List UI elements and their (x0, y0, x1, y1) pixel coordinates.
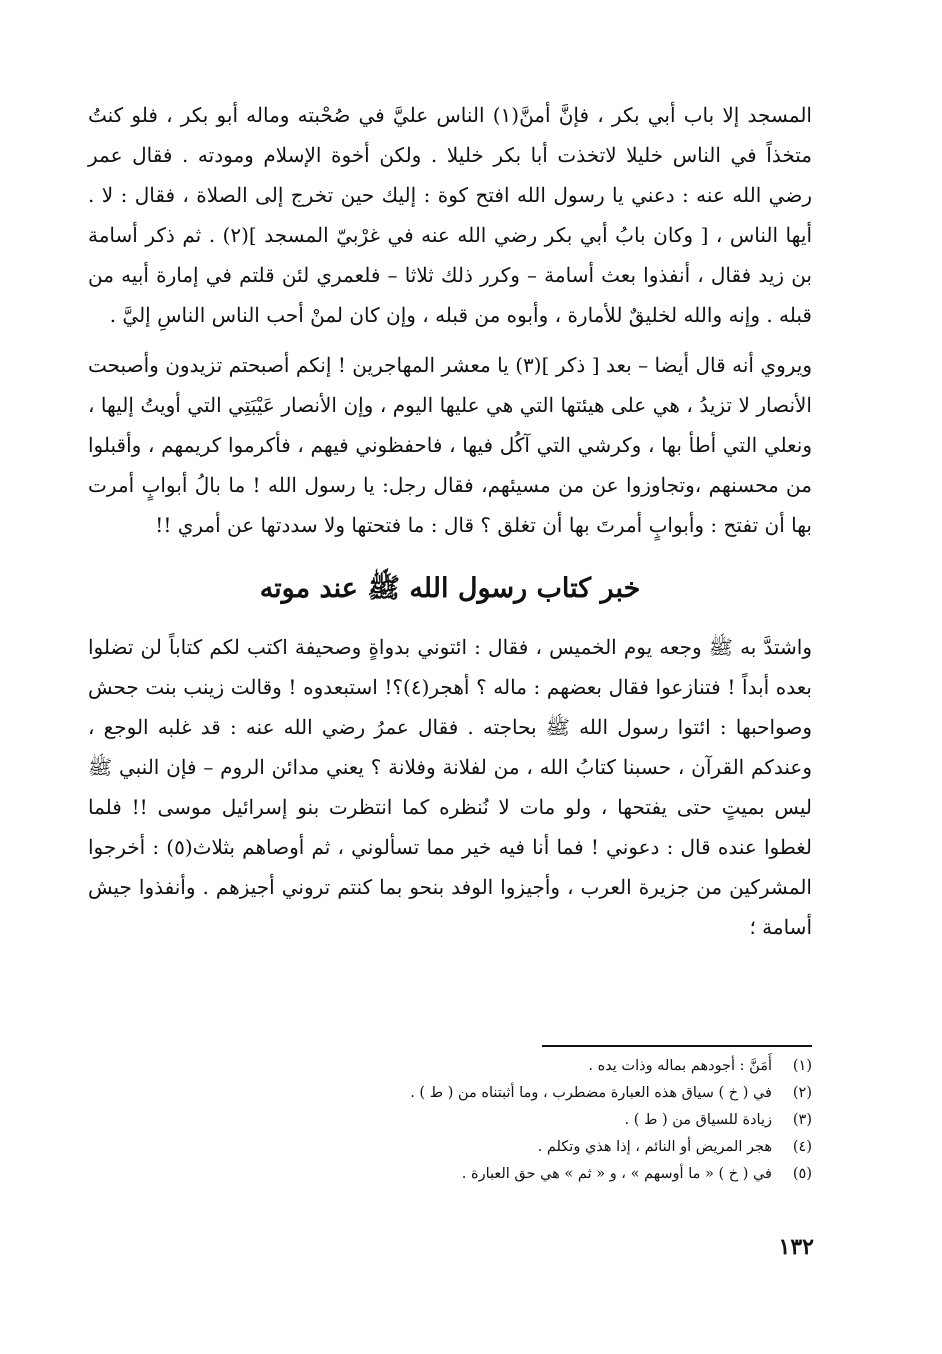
footnote-text: في ( خ ) « ما أوسهم » ، و « ثم » هي حق العبارة . (461, 1166, 772, 1182)
footnote-divider (542, 1045, 812, 1047)
body-paragraph-2: ويروي أنه قال أيضا – بعد [ ذكر ](٣) يا معشر المهاجرين ! إنكم أصبحتم تزيدون وأصبحت الأنصار لا تزيدُ ، هي على هيئتها التي هي عليها اليوم ، وإن الأنصار عَيْبَتِي التي أويتُ إليها ، ونعلي التي أطأ بها ، وكرشي التي آكُل فيها ، فاحفظوني فيهم ، فأكرموا كريمهم ، وأقبلوا من محسنهم ،وتجاوزوا عن من مسيئهم، فقال رجل: يا رسول الله ! ما بالُ أبوابٍ أمرت بها أن تفتح : وأبوابٍ أمرتَ بها أن تغلق ؟ قال : ما فتحتها ولا سددتها عن أمري !! (88, 353, 812, 537)
footnote-item (88, 1080, 812, 1107)
body-paragraph-3: واشتدَّ به ﷺ وجعه يوم الخميس ، فقال : ائتوني بدواةٍ وصحيفة اكتب لكم كتاباً لن تضلوا بعده أبداً ! فتنازعوا فقال بعضهم : ماله ؟ أهجر(٤)؟! استبعدوه ! وقالت زينب بنت جحش وصواحبها : ائتوا رسول الله ﷺ بحاجته . فقال عمرُ رضي الله عنه : قد غلبه الوجع ، وعندكم القرآن ، حسبنا كتابُ الله ، من لفلانة وفلانة ؟ يعني مدائن الروم – فإن النبي ﷺ ليس بميتٍ حتى يفتحها ، ولو مات لا نُنظره كما انتظرت بنو إسرائيل موسى !! فلما لغطوا عنده قال : دعوني ! فما أنا فيه خير مما تسألوني ، ثم أوصاهم بثلاث(٥) : أخرجوا المشركين من جزيرة العرب ، وأجيزوا الوفد بنحو بما كنتم تروني أجيزهم . وأنفذوا جيش أسامة ؛ (88, 635, 813, 939)
page-body (88, 95, 812, 947)
footnote-number: (٣) (792, 1112, 812, 1128)
footnote-number: (٤) (792, 1139, 812, 1155)
footnote-number: (٢) (792, 1085, 812, 1101)
body-paragraph-1: المسجد إلا باب أبي بكر ، فإنَّ أمنَّ(١) الناس عليَّ في صُحْبته وماله أبو بكر ، فلو كنتُ متخذاً في الناس خليلا لاتخذت أبا بكر خليلا . ولكن أخوة الإسلام ومودته . فقال عمر رضي الله عنه : دعني يا رسول الله افتح كوة : إليك حين تخرج إلى الصلاة ، فقال : لا . أيها الناس ، [ وكان بابُ أبي بكر رضي الله عنه في غرْبيّ المسجد ](٢) . ثم ذكر أسامة بن زيد فقال ، أنفذوا بعث أسامة – وكرر ذلك ثلاثا – فلعمري لئن قلتم في إمارة أبيه من قبله . وإنه والله لخليقٌ للأمارة ، وأبوه من قبله ، وإن كان لمنْ أحب الناس الناسِ إليَّ . (88, 103, 812, 327)
footnote-text: في ( خ ) سياق هذه العبارة مضطرب ، وما أثبتناه من ( ط ) . (410, 1085, 772, 1101)
section-title: خبر كتاب رسول الله ﷺ عند موته (259, 573, 641, 604)
footnote-item (88, 1107, 812, 1134)
footnote-text: أَمَنَّ : أجودهم بماله وذات يده . (588, 1058, 772, 1074)
footnote-item (88, 1161, 812, 1188)
page-number: ١٣٢ (778, 1234, 814, 1260)
footnote-item (88, 1134, 812, 1161)
footnotes (88, 1045, 812, 1188)
footnote-number: (١) (792, 1058, 812, 1074)
footnote-text: زيادة للسياق من ( ط ) . (624, 1112, 772, 1128)
footnote-item (88, 1053, 812, 1080)
footnote-number: (٥) (792, 1166, 812, 1182)
footnote-text: هجر المريض أو النائم ، إذا هذي وتكلم . (537, 1139, 772, 1155)
